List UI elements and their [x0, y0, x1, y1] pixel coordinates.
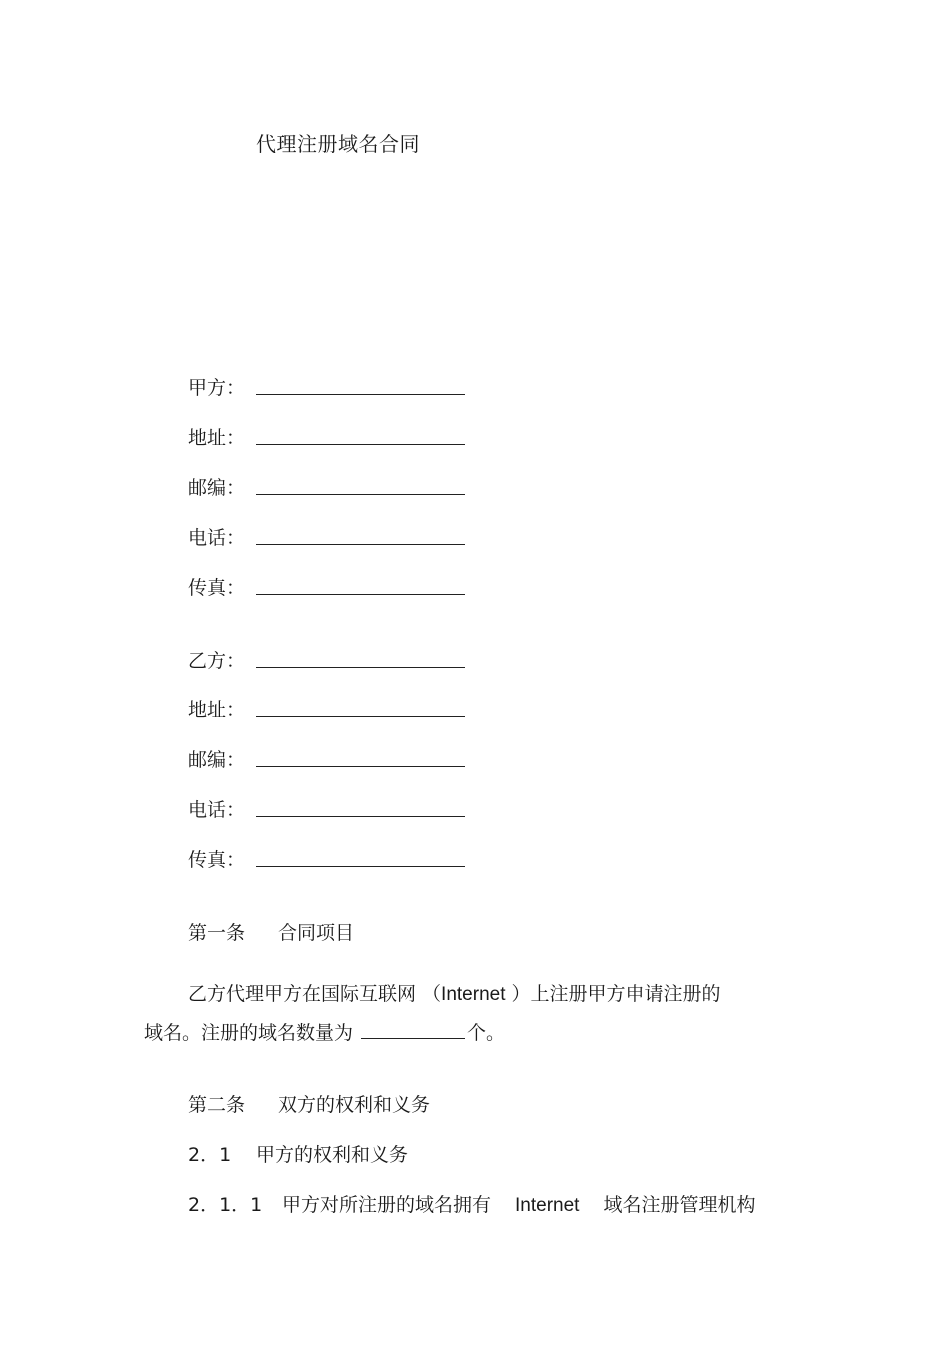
party-a-address-blank[interactable]	[256, 442, 465, 445]
section-2-1-heading	[188, 1140, 408, 1167]
party-a-name-field	[188, 372, 465, 400]
party-b-postcode-field	[188, 744, 465, 772]
article-2-title: 双方的权利和义务	[278, 1094, 431, 1116]
article-1-paragraph-line-2	[144, 1018, 505, 1045]
article-1-title: 合同项目	[278, 922, 355, 944]
domain-count-blank[interactable]	[361, 1020, 465, 1039]
party-a-fax-field	[188, 572, 465, 600]
party-a-fax-label: 传真：	[188, 577, 246, 599]
section-2-1-1-text-part-1: 甲方对所注册的域名拥有	[282, 1194, 492, 1216]
section-2-1-title: 甲方的权利和义务	[256, 1144, 409, 1166]
party-b-address-blank[interactable]	[256, 714, 465, 717]
party-a-postcode-label: 邮编：	[188, 477, 246, 499]
party-b-phone-label: 电话：	[188, 799, 246, 821]
party-b-fax-blank[interactable]	[256, 864, 465, 867]
party-b-address-field	[188, 694, 465, 722]
party-b-address-label: 地址：	[188, 699, 246, 721]
party-b-phone-field	[188, 794, 465, 822]
article-1-heading	[188, 918, 354, 945]
internet-term: Internet	[441, 984, 506, 1005]
document-title: 代理注册域名合同	[256, 132, 420, 156]
article-1-text-part-4: 个。	[467, 1022, 506, 1044]
party-a-address-field	[188, 422, 465, 450]
article-2-number: 第二条	[188, 1094, 246, 1116]
section-2-1-1-number: 2．1．1	[188, 1194, 263, 1216]
party-b-fax-field	[188, 844, 465, 872]
party-a-name-blank[interactable]	[256, 392, 465, 395]
party-b-fax-label: 传真：	[188, 849, 246, 871]
article-1-text-part-1: 乙方代理甲方在国际互联网 （	[188, 983, 442, 1005]
party-b-postcode-blank[interactable]	[256, 764, 465, 767]
article-1-number: 第一条	[188, 922, 246, 944]
party-a-name-label: 甲方：	[188, 377, 246, 399]
party-a-postcode-blank[interactable]	[256, 492, 465, 495]
article-1-text-part-3: 域名。注册的域名数量为	[144, 1022, 360, 1044]
party-a-address-label: 地址：	[188, 427, 246, 449]
party-a-phone-blank[interactable]	[256, 542, 465, 545]
party-b-name-label: 乙方：	[188, 650, 246, 672]
section-2-1-1-text-part-2: 域名注册管理机构	[603, 1194, 756, 1216]
article-2-heading	[188, 1090, 430, 1117]
article-1-paragraph-line-1	[188, 979, 721, 1006]
internet-term-2: Internet	[515, 1195, 580, 1216]
party-a-postcode-field	[188, 472, 465, 500]
section-2-1-1-paragraph	[188, 1190, 755, 1217]
party-a-fax-blank[interactable]	[256, 592, 465, 595]
article-1-text-part-2: ）上注册甲方申请注册的	[505, 983, 721, 1005]
party-b-phone-blank[interactable]	[256, 814, 465, 817]
party-a-phone-field	[188, 522, 465, 550]
section-2-1-number: 2．1	[188, 1144, 232, 1166]
party-b-name-blank[interactable]	[256, 665, 465, 668]
party-b-postcode-label: 邮编：	[188, 749, 246, 771]
party-a-phone-label: 电话：	[188, 527, 246, 549]
party-b-name-field	[188, 645, 465, 673]
